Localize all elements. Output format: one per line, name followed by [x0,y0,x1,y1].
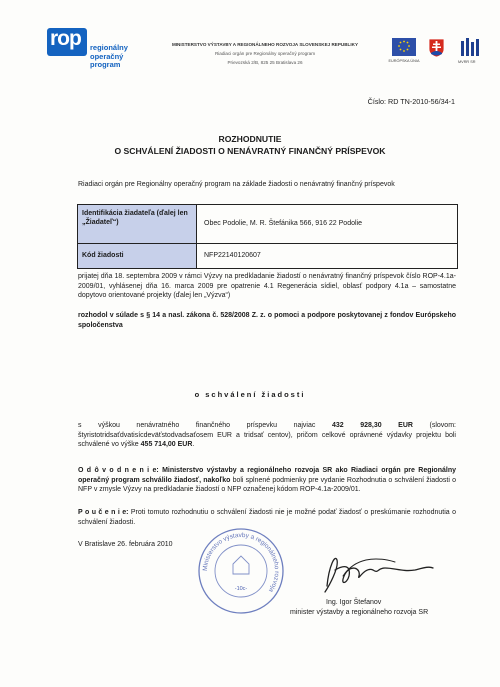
applicant-table [77,204,458,269]
eligible-expenditure: 455 714,00 EUR [140,441,193,449]
eu-flag-icon [392,38,416,56]
eu-caption: EURÓPSKA ÚNIA [388,59,420,63]
handwritten-signature-icon [315,546,435,596]
intro-paragraph: Riadiaci orgán pre Regionálny operačný program na základe žiadosti o nenávratný finančný príspevok [78,181,395,188]
ministry-logo-caption: MVRR SR [458,60,476,64]
instruction-label: P o u č e n i e: [78,509,129,516]
justification-paragraph: O d ô v o d n e n i e: Ministerstvo výstavby a regionálneho rozvoja SR ako Riadiaci orgán pre Regionálny operačný program schválilo žiadosť, nakoľko boli splnené podmienky pre vydanie Rozhodnutia o schválení žiadosti o NFP v zmysle Výzvy na predkladanie žiadostí o NFP označenej kódom ROP-4.1a-2009/01. [78,467,456,494]
signer-block [290,598,428,617]
applicant-label: Identifikácia žiadateľa (ďalej len „Žiadateľ“) [78,205,196,243]
signer-name: Ing. Igor Štefanov [326,599,382,606]
place-date: V Bratislave 26. februára 2010 [78,541,173,548]
instruction-paragraph: P o u č e n i e: Proti tomuto rozhodnutiu o schválení žiadosti nie je možné podať žiadosť o preskúmanie rozhodnutia o schválení žiadosti. [78,509,456,526]
svg-text:Ministerstvo výstavby a region: Ministerstvo výstavby a regionálneho rozvoja [201,531,281,594]
applicant-value: Obec Podolie, M. R. Štefánika 566, 916 22 Podolie [204,220,362,227]
signer-title: minister výstavby a regionálneho rozvoja SR [290,608,429,616]
reference-number: Číslo: RD TN-2010-56/34-1 [367,97,455,106]
svg-text:-10c-: -10c- [234,586,248,592]
approval-heading: o schválení žiadosti [194,390,306,399]
received-paragraph: prijatej dňa 18. septembra 2009 v rámci Výzvy na predkladanie žiadostí o nenávratný finančný príspevok číslo ROP-4.1a-2009/01, vyhlásenej dňa 16. marca 2009 pre opatrenie 4.1 Regenerácia sídiel, oblasť podpory 4.1a – samostatne dopytovo orientované projekty (ďalej len „Výzva“) [78,273,456,300]
table-column-divider [196,205,197,268]
official-stamp-icon [196,526,286,616]
application-code-value: NFP22140120607 [204,252,261,259]
grant-amount: 432 928,30 EUR [331,422,413,429]
ministry-logo-icon [460,38,482,56]
slovak-coat-of-arms-icon [428,38,445,58]
rop-logo-text: rop [50,27,81,50]
law-paragraph: rozhodol v súlade s § 14 a nasl. zákona č. 528/2008 Z. z. o pomoci a podpore poskytovanej z fondov Európskeho spoločenstva [78,312,456,329]
ministry-header: MINISTERSTVO VÝSTAVBY A REGIONÁLNEHO ROZVOJA SLOVENSKEJ REPUBLIKY Riadiaci orgán pre Regionálny operačný program Prievozská 2/B, 825 25 Bratislava 26 [171,42,359,65]
amount-paragraph: s výškou nenávratného finančného príspevku najviac 432 928,30 EUR (slovom: štyristotridsaťdvatisícdeväťstodvadsaťosem EUR a tridsať centov), pričom celkové oprávnené výdavky projektu boli schválené vo výške 455 714,00 EUR. [78,422,456,449]
document-title: ROZHODNUTIE O SCHVÁLENÍ ŽIADOSTI O NENÁVRATNÝ FINANČNÝ PRÍSPEVOK [114,134,386,156]
program-name: regionálny operačný program [90,43,128,69]
justification-label: O d ô v o d n e n i e: [78,467,159,474]
application-code-label: Kód žiadosti [78,244,196,268]
